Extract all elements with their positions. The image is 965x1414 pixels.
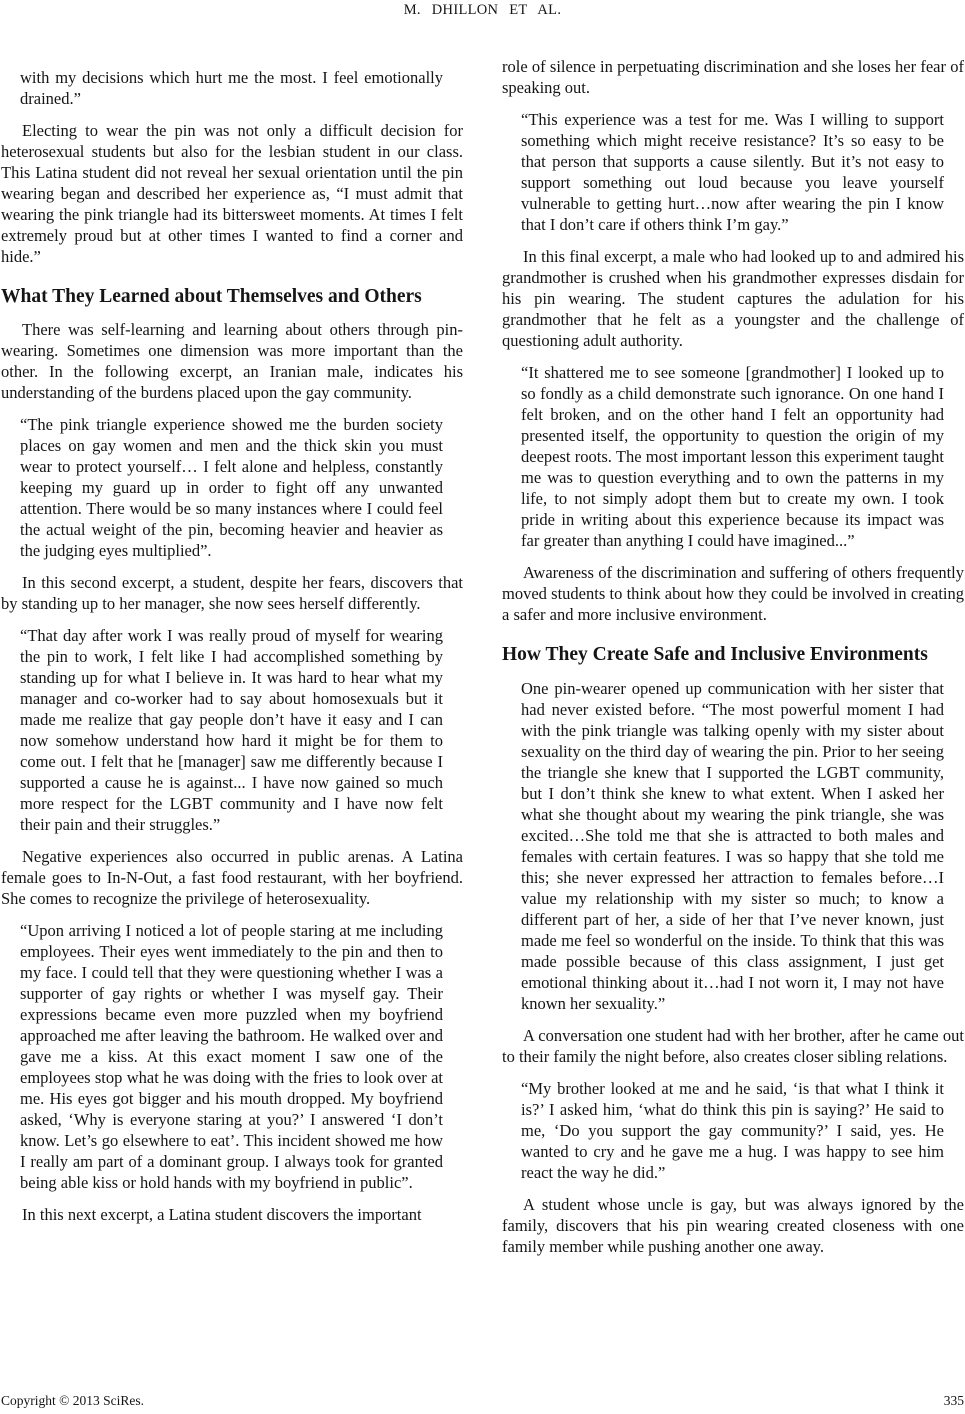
section-heading: What They Learned about Themselves and Others	[1, 286, 422, 307]
block-quote: “Upon arriving I noticed a lot of people staring at me including employees. Their eyes went immediately to the pin and then to my face. I could tell that they were questioning whether I was a supporter of gay rights or whether I was myself gay. Their expressions became even more puzzled when my boyfriend approached me after leaving the bathroom. He walked over and gave me a kiss. At this exact moment I saw one of the employees stop what he was doing with the fries to look over at me. His eyes got bigger and his mouth dropped. My boyfriend asked, ‘Why is everyone staring at you?’ I answered ‘I don’t know. Let’s go elsewhere to eat’. This incident showed me how I really am part of a dominant group. I always took for granted being able kiss or hold hands with my boyfriend in public”.	[20, 921, 443, 1192]
paragraph: There was self-learning and learning about others through pin-wearing. Sometimes one dimension was more important than the other. In the following excerpt, an Iranian male, indicates his understanding of the burdens placed upon the gay community.	[1, 320, 463, 402]
page-number: 335	[943, 1393, 964, 1408]
left-column	[1, 56, 463, 1267]
paragraph: Negative experiences also occurred in public arenas. A Latina female goes to In-N-Out, a fast food restaurant, with her boyfriend. She comes to recognize the privilege of heterosexuality.	[1, 847, 463, 908]
running-head: M. DHILLON ET AL.	[403, 2, 562, 18]
right-column	[502, 56, 964, 1267]
block-quote: “This experience was a test for me. Was I willing to support something which might receive resistance? It’s so easy to be that person that supports a cause silently. But it’s not easy to support something out loud because you leave yourself vulnerable to getting hurt…now after wearing the pin I know that I don’t care if others think I’m gay.”	[521, 110, 944, 234]
two-column-body	[1, 56, 964, 1267]
block-quote: One pin-wearer opened up communication with her sister that had never existed before. “The most powerful moment I had with the pink triangle was talking openly with my sister about sexuality on the third day of wearing the pin. Prior to her seeing the triangle she knew that I supported the LGBT community, but I don’t think she knew to what extent. When I asked her what she thought about my wearing the pink triangle, she was excited…She told me that she is attracted to both males and females with certain features. I was so happy that she told me this; she never expressed her attraction to females before…I value my relationship with my sister so much; to know a different part of her, a side of her that I’ve never known, just made me feel so wonderful on the inside. To think that this was made possible because of this class assignment, I just get emotional thinking about it…had I not worn it, I may not have known her sexuality.”	[521, 679, 944, 1013]
block-quote: “It shattered me to see someone [grandmother] I looked up to so fondly as a child demonstrate such ignorance. On one hand I felt broken, and on the other hand I felt an opportunity had presented itself, the opportunity to question the origin of my deepest roots. The most important lesson this experiment taught me was to question everything and to own the patterns in my life, to not simply adopt them but to create my own. I took pride in writing about this experience because its impact was far greater than anything I could have imagined...”	[521, 363, 944, 550]
paragraph: A conversation one student had with her brother, after he came out to their family the night before, also creates closer sibling relations.	[502, 1026, 964, 1066]
block-quote: “My brother looked at me and he said, ‘is that what I think it is?’ I asked him, ‘what do think this pin is saying?’ He said to me, ‘Do you support the gay community?’ I said, yes. He wanted to cry and he gave me a hug. I was happy to see him react the way he did.”	[521, 1079, 944, 1182]
copyright-notice: Copyright © 2013 SciRes.	[1, 1393, 145, 1408]
paragraph: In this next excerpt, a Latina student discovers the important	[22, 1205, 422, 1224]
paragraph-continuation: role of silence in perpetuating discrimination and she loses her fear of speaking out.	[502, 57, 964, 97]
paragraph: In this second excerpt, a student, despite her fears, discovers that by standing up to her manager, she now sees herself differently.	[1, 573, 463, 613]
block-quote: “That day after work I was really proud of myself for wearing the pin to work, I felt like I had accomplished something by standing up for what I believe in. It was hard to hear what my manager and co-worker had to say about homosexuals but it made me realize that gay people don’t have it easy and I can now somehow understand how hard it might be for them to come out. I felt that he [manager] saw me differently because I supported a cause he is against... I have now gained so much more respect for the LGBT community and I have now felt their pain and their struggles.”	[20, 626, 443, 834]
page-footer	[1, 1393, 964, 1409]
paragraph: Awareness of the discrimination and suffering of others frequently moved students to think about how they could be involved in creating a safer and more inclusive environment.	[502, 563, 964, 624]
paragraph: Electing to wear the pin was not only a difficult decision for heterosexual students but also for the lesbian student in our class. This Latina student did not reveal her sexual orientation until the pin wearing began and described her experience as, “I must admit that wearing the pink triangle had its bittersweet moments. At times I felt extremely proud but at other times I wanted to find a corner and hide.”	[1, 121, 463, 266]
block-quote: “The pink triangle experience showed me the burden society places on gay women and men and the thick skin you must wear to protect yourself… I felt alone and helpless, constantly keeping my guard up in order to fight off any unwanted attention. There would be so many instances where I could feel the actual weight of the pin, becoming heavier and heavier as the judging eyes multiplied”.	[20, 415, 443, 560]
paragraph: In this final excerpt, a male who had looked up to and admired his grandmother is crushed when his grandmother expresses disdain for his pin wearing. The student captures the adulation for his grandmother that he felt as a youngster and the challenge of questioning adult authority.	[502, 247, 964, 350]
block-quote-continuation: with my decisions which hurt me the most. I feel emotionally drained.”	[20, 68, 443, 108]
section-heading: How They Create Safe and Inclusive Environments	[502, 644, 928, 665]
paragraph: A student whose uncle is gay, but was always ignored by the family, discovers that his pin wearing created closeness with one family member while pushing another one away.	[502, 1195, 964, 1256]
